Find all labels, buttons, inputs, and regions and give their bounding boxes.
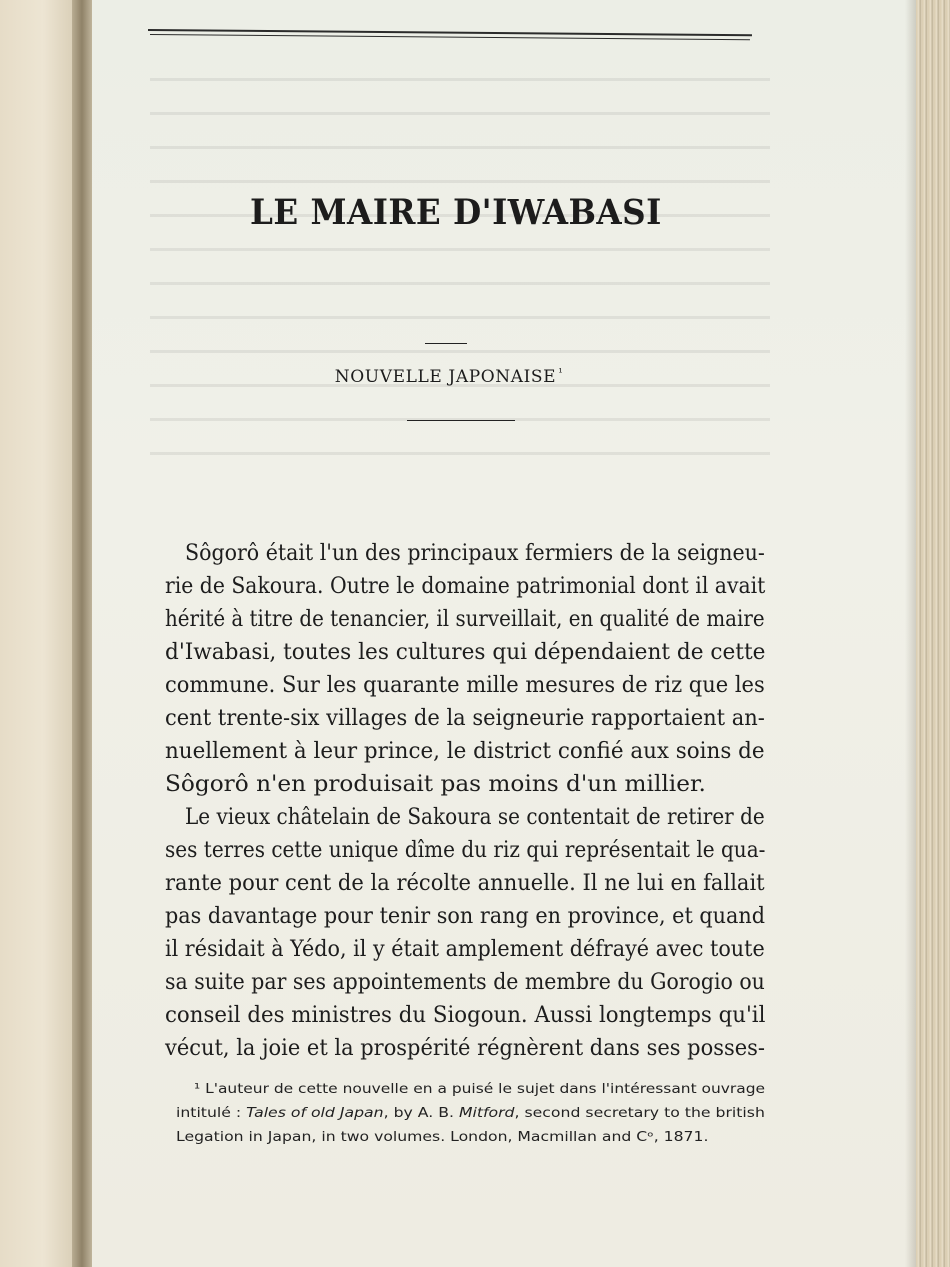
footnote-text: , by A. B. bbox=[383, 1105, 459, 1121]
chapter-subtitle bbox=[318, 366, 580, 392]
body-line: rante pour cent de la récolte annuelle. Il ne lui en fallait bbox=[165, 871, 765, 896]
footnote-author: Mitford bbox=[458, 1105, 515, 1121]
body-line: cent trente-six villages de la seigneurie rapportaient an- bbox=[165, 706, 765, 731]
footnote-book-title: Tales of old Japan bbox=[246, 1105, 384, 1121]
body-line: Sôgorô était l'un des principaux fermiers de la seigneu- bbox=[185, 541, 765, 566]
body-line: commune. Sur les quarante mille mesures de riz que les bbox=[165, 673, 765, 698]
footnote-marker: ¹ bbox=[558, 366, 564, 379]
footnote-line: ¹ L'auteur de cette nouvelle en a puisé le sujet dans l'intéressant ouvrage bbox=[194, 1081, 766, 1097]
subtitle-divider bbox=[407, 420, 515, 421]
body-line: rie de Sakoura. Outre le domaine patrimonial dont il avait bbox=[165, 574, 766, 599]
footnote-line: Legation in Japan, in two volumes. London, Macmillan and Cᵒ, 1871. bbox=[176, 1129, 709, 1145]
footnote-text: , second secretary to the british bbox=[514, 1105, 765, 1121]
chapter-title: LE MAIRE D'IWABASI bbox=[250, 192, 662, 233]
body-line: pas davantage pour tenir son rang en province, et quand bbox=[165, 904, 766, 929]
body-line: Le vieux châtelain de Sakoura se contentait de retirer de bbox=[185, 805, 765, 830]
body-line: hérité à titre de tenancier, il surveillait, en qualité de maire bbox=[165, 607, 765, 632]
body-line: ses terres cette unique dîme du riz qui représentait le qua- bbox=[165, 838, 766, 863]
book-gutter bbox=[72, 0, 94, 1267]
body-line: conseil des ministres du Siogoun. Aussi longtemps qu'il bbox=[165, 1003, 766, 1028]
body-line: sa suite par ses appointements de membre du Gorogio ou bbox=[165, 970, 765, 995]
footnote-line bbox=[176, 1101, 765, 1125]
title-divider bbox=[425, 343, 467, 344]
body-line: Sôgorô n'en produisait pas moins d'un millier. bbox=[165, 772, 706, 797]
body-line: d'Iwabasi, toutes les cultures qui dépendaient de cette bbox=[165, 640, 766, 665]
body-line: nuellement à leur prince, le district confié aux soins de bbox=[165, 739, 765, 764]
body-line: il résidait à Yédo, il y était amplement défrayé avec toute bbox=[165, 937, 765, 962]
subtitle-text: NOUVELLE JAPONAISE bbox=[334, 367, 557, 387]
footnote-text: intitulé : bbox=[176, 1105, 247, 1121]
left-page-edge bbox=[0, 0, 78, 1267]
body-line: vécut, la joie et la prospérité régnèrent dans ses posses- bbox=[165, 1036, 765, 1061]
right-page-edges bbox=[916, 0, 950, 1267]
show-through-text bbox=[150, 60, 770, 480]
